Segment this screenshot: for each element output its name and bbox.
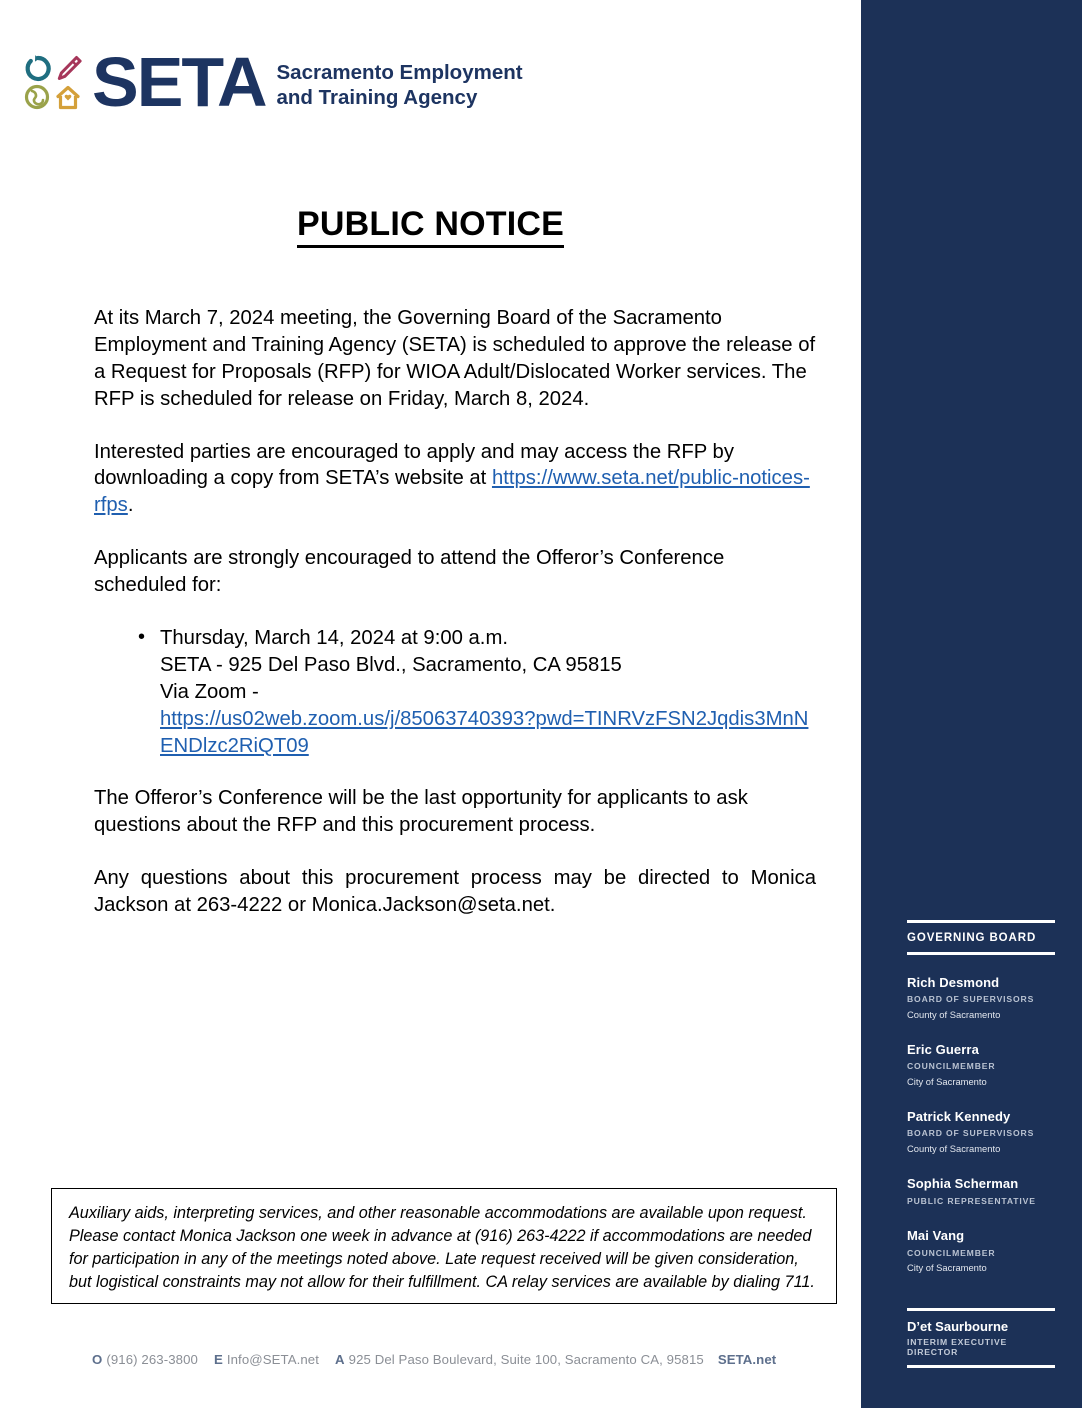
paragraph-conference-questions: The Offeror’s Conference will be the last opportunity for applicants to ask questions about the RFP and this procurement process. xyxy=(94,787,748,837)
seta-public-notices-link[interactable]: https://www.seta.net/public-notices-rfps xyxy=(94,467,810,517)
board-member-org: County of Sacramento xyxy=(907,1143,1001,1155)
board-member-role: BOARD OF SUPERVISORS xyxy=(907,1128,1035,1139)
board-member xyxy=(907,1042,1055,1089)
page-title-text: PUBLIC NOTICE xyxy=(297,205,564,248)
accommodation-notice-text: Auxiliary aids, interpreting services, and other reasonable accommodations are available upon request. Please contact Monica Jackson one week in advance at (916) 263-4222 if accommodations are needed for participation in any of the meetings noted above. Late request received will be given consideration, but logistical constraints may not allow for their fulfillment. CA relay services are available by dialing 711. xyxy=(69,1204,815,1291)
page-right-edge xyxy=(1082,0,1088,1408)
board-member-name: Sophia Scherman xyxy=(907,1176,1019,1192)
conference-datetime: • Thursday, March 14, 2024 at 9:00 a.m. xyxy=(160,627,508,650)
pencil-icon xyxy=(59,58,80,79)
board-member-org: City of Sacramento xyxy=(907,1262,987,1274)
board-member xyxy=(907,1228,1055,1275)
phone-label-icon: O xyxy=(92,1352,103,1367)
logo-tagline-line-2: and Training Agency xyxy=(276,85,478,109)
conference-via-zoom-label: Via Zoom - xyxy=(160,680,259,703)
board-member-role: PUBLIC REPRESENTATIVE xyxy=(907,1195,1036,1206)
accommodation-notice-box xyxy=(51,1188,837,1304)
executive-director-name: D’et Saurbourne xyxy=(907,1319,1009,1334)
board-member xyxy=(907,975,1055,1022)
logo-tagline xyxy=(277,57,523,110)
page-footer xyxy=(92,1352,837,1367)
seta-logo xyxy=(22,43,523,122)
board-member-name: Eric Guerra xyxy=(907,1042,979,1058)
page-title xyxy=(0,205,861,244)
board-member-org: County of Sacramento xyxy=(907,1009,1001,1020)
footer-address: 925 Del Paso Boulevard, Suite 100, Sacramento CA, 95815 xyxy=(348,1352,704,1367)
board-member xyxy=(907,1109,1055,1156)
notice-body xyxy=(94,305,816,945)
logo-icons-svg xyxy=(22,52,86,114)
footer-website: SETA.net xyxy=(717,1352,777,1367)
footer-email: Info@SETA.net xyxy=(226,1352,320,1367)
executive-rule-bottom xyxy=(907,1365,1055,1368)
board-member-name: Patrick Kennedy xyxy=(907,1109,1011,1125)
board-member-role: BOARD OF SUPERVISORS xyxy=(907,994,1035,1005)
board-member-name: Mai Vang xyxy=(907,1228,965,1244)
board-title-rule-bottom xyxy=(907,952,1055,955)
logo-tagline-line-1: Sacramento Employment xyxy=(276,60,523,84)
paragraph-access-rfp xyxy=(94,439,816,520)
zoom-meeting-link[interactable]: https://us02web.zoom.us/j/85063740393?pwd=TINRVzFSN2Jqdis3MnNENDlzc2RiQT09 xyxy=(160,707,809,757)
board-member xyxy=(907,1176,1055,1208)
executive-director-role: INTERIM EXECUTIVE DIRECTOR xyxy=(907,1337,1008,1357)
globe-icon xyxy=(27,87,48,108)
email-label-icon: E xyxy=(213,1352,223,1367)
conference-details-list xyxy=(94,625,816,759)
house-icon xyxy=(58,88,78,108)
paragraph-access-rfp-text: Interested parties are encouraged to apply and may access the RFP by downloading a copy from SETA’s website at xyxy=(94,440,734,490)
board-member-role: COUNCILMEMBER xyxy=(907,1061,996,1072)
circle-arrow-icon xyxy=(28,55,49,79)
board-member-name: Rich Desmond xyxy=(907,975,1000,990)
governing-board-title: GOVERNING BOARD xyxy=(907,932,1037,944)
logo-icon-cluster xyxy=(22,52,86,114)
logo-wordmark: SETA xyxy=(92,43,266,122)
governing-board-sidebar xyxy=(861,0,1082,1408)
executive-director-block xyxy=(907,1308,1055,1368)
address-label-icon: A xyxy=(335,1352,345,1367)
board-member-role: COUNCILMEMBER xyxy=(907,1247,996,1258)
conference-location: SETA - 925 Del Paso Blvd., Sacramento, CA 95815 xyxy=(160,653,622,676)
board-member-org: City of Sacramento xyxy=(907,1076,987,1088)
list-item xyxy=(94,625,816,759)
paragraph-access-rfp-period: . xyxy=(127,494,134,517)
paragraph-contact: Any questions about this procurement process may be directed to Monica Jackson at 263-4222 or Monica.Jackson@seta.net. xyxy=(94,867,816,917)
footer-phone: (916) 263-3800 xyxy=(106,1352,198,1367)
governing-board-block xyxy=(907,920,1055,1275)
paragraph-conference-intro: Applicants are strongly encouraged to attend the Offeror’s Conference scheduled for: xyxy=(94,547,725,597)
paragraph-intro: At its March 7, 2024 meeting, the Governing Board of the Sacramento Employment and Training Agency (SETA) is scheduled to approve the release of a Request for Proposals (RFP) for WIOA Adult/Dislocated Worker services. The RFP is scheduled for release on Friday, March 8, 2024. xyxy=(94,307,816,410)
